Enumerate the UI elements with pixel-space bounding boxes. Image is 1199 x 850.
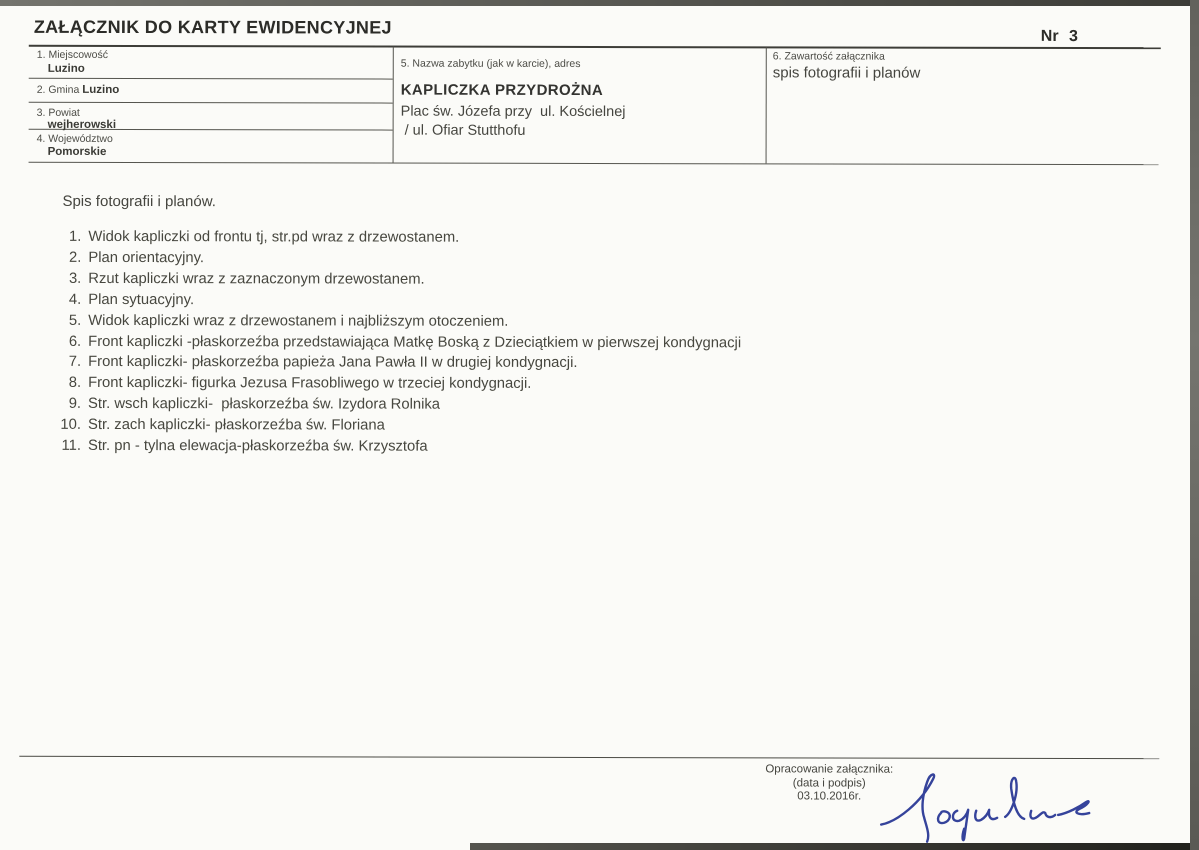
item-number: 3.: [68, 270, 82, 287]
field-gmina-label: 2. Gmina: [36, 83, 80, 96]
list-item: [52, 394, 1052, 417]
item-number: 4.: [68, 291, 82, 308]
list-heading: Spis fotografii i planów.: [62, 192, 216, 211]
list-item: [52, 290, 1052, 313]
handwritten-signature: [877, 771, 1097, 849]
row-separator-1: [29, 78, 393, 80]
list-item: [52, 331, 1052, 354]
field-miejscowosc-value: Luzino: [47, 62, 85, 75]
list-item: [52, 310, 1052, 333]
column-divider-2: [766, 47, 767, 163]
field-wojewodztwo-label: 4. Województwo: [36, 132, 113, 145]
table-bottom-line: [29, 162, 1159, 165]
item-number: 1.: [69, 228, 82, 245]
field-zawartosc-value: spis fotografii i planów: [772, 64, 921, 82]
page-title: ZAŁĄCZNIK DO KARTY EWIDENCYJNEJ: [33, 16, 392, 38]
item-text: Plan sytuacyjny.: [88, 291, 195, 308]
list-item: [52, 415, 1052, 438]
item-text: Str. pn - tylna elewacja-płaskorzeźba św. Krzysztofa: [87, 437, 428, 455]
list-item: [52, 269, 1052, 292]
monument-address-line2: / ul. Ofiar Stutthofu: [404, 122, 526, 139]
list-item: [52, 436, 1052, 459]
list-item: [52, 227, 1052, 250]
signature-caption-line2: (data i podpis): [792, 776, 866, 790]
footer-line: [19, 756, 1159, 759]
field-powiat-value: wejherowski: [47, 118, 117, 131]
list-item: [52, 352, 1052, 375]
item-text: Front kapliczki -płaskorzeźba przedstawiająca Matkę Boską z Dzieciątkiem w pierwszej kondygnacji: [88, 333, 742, 351]
signature-caption-line3: 03.10.2016r.: [797, 790, 862, 803]
item-text: Str. zach kapliczki- płaskorzeźba św. Floriana: [87, 417, 385, 434]
header-underline: [29, 45, 1161, 49]
item-number: 7.: [68, 354, 82, 371]
item-number: 2.: [68, 249, 82, 266]
field-gmina: [37, 84, 120, 96]
list-item: [52, 373, 1052, 396]
column-divider-1: [393, 47, 394, 163]
item-number: 6.: [68, 333, 82, 350]
item-text: Rzut kapliczki wraz z zaznaczonym drzewostanem.: [88, 270, 425, 288]
field-nazwa-label: 5. Nazwa zabytku (jak w karcie), adres: [400, 57, 581, 70]
item-number: 10.: [60, 417, 82, 434]
item-number: 5.: [68, 312, 82, 329]
field-zawartosc-label: 6. Zawartość załącznika: [772, 50, 885, 63]
item-text: Widok kapliczki od frontu tj, str.pd wraz z drzewostanem.: [88, 228, 460, 246]
attachment-number: Nr 3: [1040, 27, 1078, 46]
field-gmina-value: Luzino: [82, 83, 120, 96]
photo-plan-list: [52, 227, 1052, 459]
item-text: Front kapliczki- figurka Jezusa Frasobliwego w trzeciej kondygnacji.: [88, 375, 532, 393]
item-text: Str. wsch kapliczki- płaskorzeźba św. Izydora Rolnika: [88, 396, 441, 413]
signature-caption-line1: Opracowanie załącznika:: [765, 763, 894, 776]
item-number: 9.: [68, 396, 82, 413]
item-text: Front kapliczki- płaskorzeźba papieża Jana Pawła II w drugiej kondygnacji.: [88, 354, 578, 372]
field-miejscowosc-label: 1. Miejscowość: [36, 48, 108, 61]
item-text: Widok kapliczki wraz z drzewostanem i najbliższym otoczeniem.: [88, 312, 509, 330]
field-wojewodztwo-value: Pomorskie: [47, 145, 107, 158]
item-text: Plan orientacyjny.: [88, 249, 205, 267]
monument-name: KAPLICZKA PRZYDROŻNA: [400, 81, 604, 100]
list-item: [52, 248, 1052, 271]
item-number: 8.: [68, 375, 82, 392]
field-powiat-label: 3. Powiat: [36, 106, 80, 119]
monument-address-line1: Plac św. Józefa przy ul. Kościelnej: [400, 103, 626, 121]
item-number: 11.: [61, 437, 81, 454]
row-separator-2: [29, 102, 393, 104]
